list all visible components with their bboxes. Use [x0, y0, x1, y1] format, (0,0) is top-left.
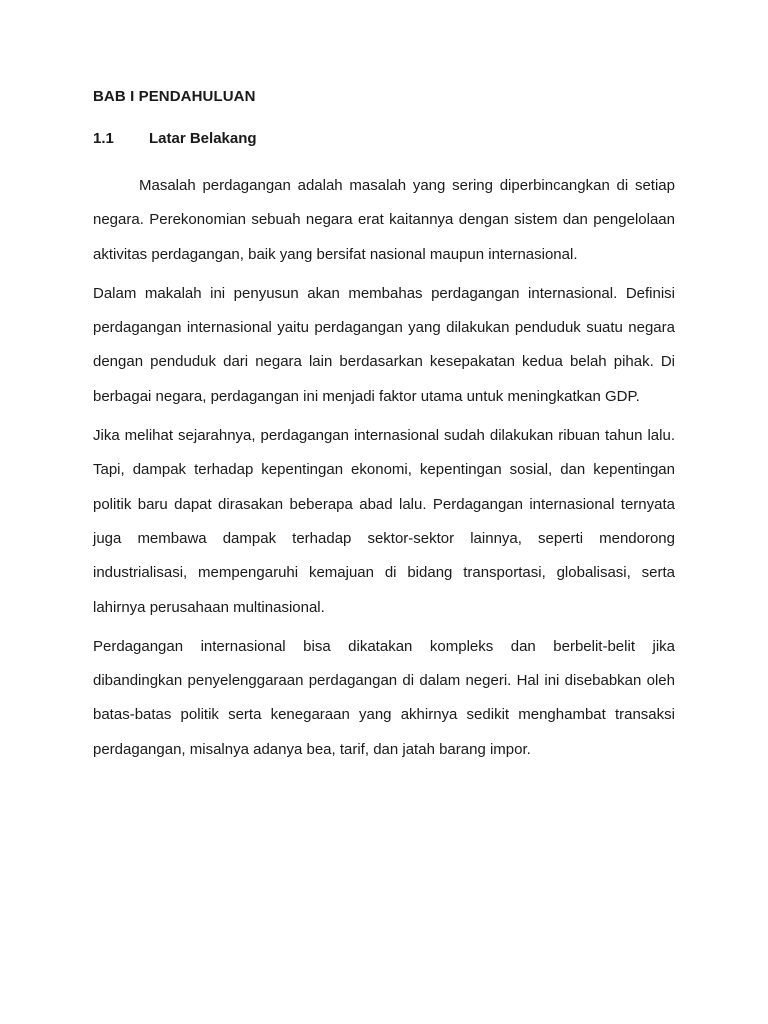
document-body — [93, 87, 675, 767]
section-number: 1.1 — [93, 130, 114, 147]
chapter-title: BAB I PENDAHULUAN — [93, 88, 256, 105]
section-title: Latar Belakang — [149, 130, 257, 147]
section-heading — [93, 129, 675, 149]
paragraph-3: Jika melihat sejarahnya, perdagangan internasional sudah dilakukan ribuan tahun lalu. Tapi, dampak terhadap kepentingan ekonomi, kepentingan sosial, dan kepentingan politik baru dapat dirasakan beberapa abad lalu. Perdagangan internasional ternyata juga membawa dampak terhadap sektor-sektor lainnya, seperti mendorong industrialisasi, mempengaruhi kemajuan di bidang transportasi, globalisasi, serta lahirnya perusahaan multinasional. — [93, 427, 675, 616]
paragraph-4: Perdagangan internasional bisa dikatakan kompleks dan berbelit-belit jika dibandingkan penyelenggaraan perdagangan di dalam negeri. Hal ini disebabkan oleh batas-batas politik serta kenegaraan yang akhirnya sedikit menghambat transaksi perdagangan, misalnya adanya bea, tarif, dan jatah barang impor. — [93, 637, 675, 758]
paragraph-2: Dalam makalah ini penyusun akan membahas perdagangan internasional. Definisi perdagangan internasional yaitu perdagangan yang dilakukan penduduk suatu negara dengan penduduk dari negara lain berdasarkan kesepakatan kedua belah pihak. Di berbagai negara, perdagangan ini menjadi faktor utama untuk meningkatkan GDP. — [93, 284, 675, 405]
paragraph-1: Masalah perdagangan adalah masalah yang sering diperbincangkan di setiap negara. Perekonomian sebuah negara erat kaitannya dengan sistem dan pengelolaan aktivitas perdagangan, baik yang bersifat nasional maupun internasional. — [93, 177, 675, 263]
